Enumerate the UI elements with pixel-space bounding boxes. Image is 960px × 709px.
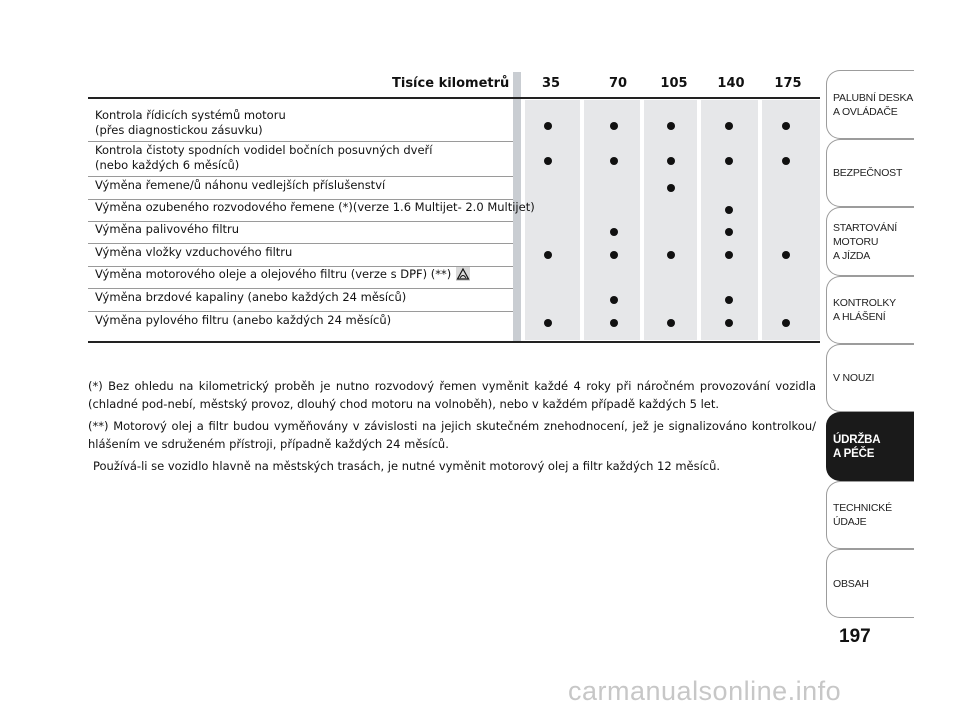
column-header-70: 70 bbox=[608, 76, 628, 91]
service-mark-dot bbox=[782, 251, 790, 259]
service-mark-dot bbox=[782, 122, 790, 130]
table-row-label bbox=[95, 267, 470, 282]
row-divider bbox=[88, 288, 513, 289]
tab-label: TECHNICKÉ ÚDAJE bbox=[833, 502, 892, 528]
column-header-35: 35 bbox=[541, 76, 561, 91]
service-mark-dot bbox=[667, 319, 675, 327]
tab-label: PALUBNÍ DESKA A OVLÁDAČE bbox=[833, 91, 914, 118]
row-label-line: Výměna pylového filtru (anebo každých 24 měsíců) bbox=[95, 313, 392, 327]
row-label-line: (přes diagnostickou zásuvku) bbox=[95, 123, 263, 137]
service-mark-dot bbox=[610, 319, 618, 327]
table-row-label bbox=[95, 200, 535, 215]
column-header-105: 105 bbox=[660, 76, 688, 91]
tab-obsah[interactable] bbox=[826, 549, 914, 618]
page-number: 197 bbox=[839, 626, 871, 647]
table-bottom-rule bbox=[88, 341, 820, 343]
tab-udrzba[interactable] bbox=[826, 412, 914, 481]
service-mark-dot bbox=[610, 251, 618, 259]
row-divider bbox=[88, 243, 513, 244]
marks-area bbox=[525, 100, 820, 340]
column-header-140: 140 bbox=[717, 76, 745, 91]
service-mark-dot bbox=[610, 157, 618, 165]
service-mark-dot bbox=[667, 122, 675, 130]
service-mark-dot bbox=[610, 122, 618, 130]
row-label-line: Výměna ozubeného rozvodového řemene (*)(verze 1.6 Multijet- 2.0 Multijet) bbox=[95, 200, 535, 214]
service-mark-dot bbox=[610, 296, 618, 304]
service-mark-dot bbox=[544, 319, 552, 327]
table-row-label bbox=[95, 143, 432, 173]
service-mark-dot bbox=[667, 157, 675, 165]
service-mark-dot bbox=[725, 319, 733, 327]
service-mark-dot bbox=[667, 251, 675, 259]
tab-label: BEZPEČNOST bbox=[833, 167, 903, 179]
row-label-line: Výměna vložky vzduchového filtru bbox=[95, 245, 293, 259]
service-mark-dot bbox=[610, 228, 618, 236]
tab-kontrolky[interactable] bbox=[826, 276, 914, 344]
footnote-1: (*) Bez ohledu na kilometrický proběh je nutno rozvodový řemen vyměnit každé 4 roky při náročném provozování vozidla (chladné pod-nebí, městský provoz, dlouhý chod motoru na volnoběh), nebo v každém případě každých 5 let. bbox=[88, 379, 816, 411]
row-divider bbox=[88, 141, 513, 142]
service-mark-dot bbox=[725, 251, 733, 259]
column-header-175: 175 bbox=[774, 76, 802, 91]
row-divider bbox=[88, 176, 513, 177]
table-row-label bbox=[95, 290, 406, 305]
tab-label: OBSAH bbox=[833, 577, 869, 590]
table-row-label bbox=[95, 245, 292, 260]
table-header-title: Tisíce kilometrů bbox=[392, 76, 510, 91]
service-mark-dot bbox=[725, 206, 733, 214]
tab-label: V NOUZI bbox=[833, 372, 875, 384]
row-label-line: Výměna řemene/ů náhonu vedlejších příslušenství bbox=[95, 178, 386, 192]
service-mark-dot bbox=[544, 157, 552, 165]
service-mark-dot bbox=[782, 157, 790, 165]
tab-palubni-deska[interactable] bbox=[826, 70, 914, 139]
row-label-line: Výměna motorového oleje a olejového filtru (verze s DPF) (**) bbox=[95, 267, 452, 281]
row-label-line: (nebo každých 6 měsíců) bbox=[95, 158, 240, 172]
table-row-label bbox=[95, 178, 385, 193]
row-label-line: Výměna palivového filtru bbox=[95, 222, 240, 236]
watermark: carmanualsonline.info bbox=[568, 676, 842, 706]
service-mark-dot bbox=[725, 228, 733, 236]
column-separator bbox=[697, 100, 701, 340]
column-separator bbox=[580, 100, 584, 340]
tab-label: STARTOVÁNÍ MOTORU A JÍZDA bbox=[833, 221, 897, 262]
warning-triangle-icon bbox=[456, 267, 470, 281]
column-separator bbox=[758, 100, 762, 340]
service-mark-dot bbox=[544, 122, 552, 130]
service-mark-dot bbox=[667, 184, 675, 192]
row-divider bbox=[88, 311, 513, 312]
tab-technicke-udaje[interactable] bbox=[826, 481, 914, 549]
footnotes bbox=[88, 377, 816, 479]
tab-label: ÚDRŽBA A PÉČE bbox=[833, 433, 881, 460]
tab-bezpecnost[interactable] bbox=[826, 139, 914, 207]
table-row-label bbox=[95, 313, 391, 328]
service-mark-dot bbox=[544, 251, 552, 259]
service-mark-dot bbox=[782, 319, 790, 327]
service-mark-dot bbox=[725, 122, 733, 130]
row-label-line: Kontrola čistoty spodních vodidel bočních posuvných dveří bbox=[95, 143, 433, 157]
tab-v-nouzi[interactable] bbox=[826, 344, 914, 412]
table-row-label bbox=[95, 222, 239, 237]
footnote-2: (**) Motorový olej a filtr budou vyměňovány v závislosti na jejich skutečném znehodnocení, jež je signalizováno kontrolkou/ hlášením ve sdruženém přístroji, případně každých 24 měsíců. bbox=[88, 419, 816, 451]
table-top-rule bbox=[88, 97, 820, 99]
row-label-line: Výměna brzdové kapaliny (anebo každých 24 měsíců) bbox=[95, 290, 407, 304]
service-mark-dot bbox=[725, 157, 733, 165]
service-mark-dot bbox=[725, 296, 733, 304]
tab-startovani[interactable] bbox=[826, 207, 914, 276]
column-separator bbox=[640, 100, 644, 340]
table-row-label bbox=[95, 108, 286, 138]
row-label-line: Kontrola řídicích systémů motoru bbox=[95, 108, 286, 122]
footnote-3: Používá-li se vozidlo hlavně na městských trasách, je nutné vyměnit motorový olej a filtr každých 12 měsíců. bbox=[93, 459, 721, 473]
tab-label: KONTROLKY A HLÁŠENÍ bbox=[833, 297, 896, 323]
